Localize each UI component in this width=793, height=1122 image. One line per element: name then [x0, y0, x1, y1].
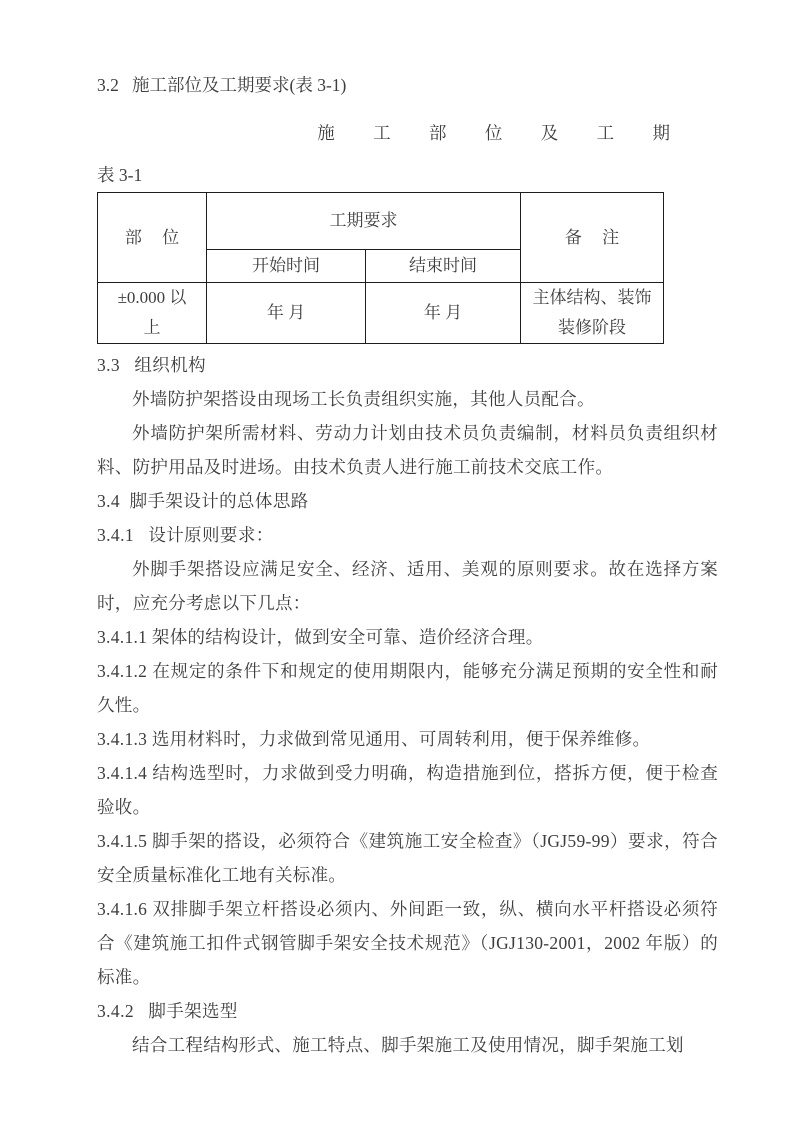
- cell-part-value-line2: 上: [143, 318, 161, 337]
- table-row: [98, 283, 664, 344]
- table-title-text: 施 工 部 位 及 工 期: [317, 123, 687, 143]
- cell-remark-line1: 主体结构、装饰: [532, 288, 652, 307]
- section-3-4: [97, 484, 718, 1062]
- cell-part-value: [98, 283, 207, 344]
- section-3-3-paragraph-2: 外墙防护架所需材料、劳动力计划由技术员负责编制，材料员负责组织材料、防护用品及时进场。由技术负责人进行施工前技术交底工作。: [97, 423, 718, 477]
- cell-remark-value: [521, 283, 664, 344]
- cell-part-value-line1: ±0.000 以: [117, 288, 187, 307]
- section-3-4-1-heading: 3.4.1 设计原则要求：: [97, 525, 274, 545]
- cell-end-value-text: 年 月: [423, 303, 463, 322]
- section-3-3-heading: 3.3 组织机构: [97, 355, 206, 375]
- header-cell-duration: [207, 193, 521, 250]
- clause-3-4-1-4: 3.4.1.4 结构选型时，力求做到受力明确，构造措施到位，搭拆方便，便于检查验收。: [97, 763, 718, 817]
- header-cell-end-time: [366, 250, 521, 283]
- clause-3-4-1-5: 3.4.1.5 脚手架的搭设，必须符合《建筑施工安全检查》（JGJ59-99）要求，符合安全质量标准化工地有关标准。: [97, 831, 718, 885]
- header-start-time-label: 开始时间: [252, 256, 320, 275]
- cell-start-value-text: 年 月: [266, 303, 306, 322]
- cell-remark-line2: 装修阶段: [558, 318, 626, 337]
- section-3-4-heading: 3.4 脚手架设计的总体思路: [97, 491, 309, 511]
- construction-schedule-table: [97, 192, 664, 344]
- cell-end-value: [366, 283, 521, 344]
- header-part-label: 部 位: [124, 227, 188, 247]
- clause-3-4-1-1: 3.4.1.1 架体的结构设计，做到安全可靠、造价经济合理。: [97, 627, 544, 647]
- table-number: 表 3-1: [97, 165, 143, 185]
- clause-3-4-1-3: 3.4.1.3 选用材料时，力求做到常见通用、可周转利用，便于保养维修。: [97, 729, 651, 749]
- cell-start-value: [207, 283, 366, 344]
- header-end-time-label: 结束时间: [409, 256, 477, 275]
- clause-3-4-1-6: 3.4.1.6 双排脚手架立杆搭设必须内、外间距一致，纵、横向水平杆搭设必须符合《建筑施工扣件式钢管脚手架安全技术规范》（JGJ130-2001，2002 年版）的标准。: [97, 899, 718, 987]
- header-cell-part: [98, 193, 207, 283]
- header-cell-start-time: [207, 250, 366, 283]
- section-3-2-heading: 3.2 施工部位及工期要求(表 3-1): [97, 75, 347, 95]
- clause-3-4-1-2: 3.4.1.2 在规定的条件下和规定的使用期限内，能够充分满足预期的安全性和耐久性。: [97, 661, 718, 715]
- section-3-3-paragraph-1: 外墙防护架搭设由现场工长负责组织实施，其他人员配合。: [132, 389, 595, 409]
- table-header-row-1: [98, 193, 664, 250]
- header-duration-label: 工期要求: [329, 211, 398, 230]
- section-3-4-1-paragraph: 外脚手架搭设应满足安全、经济、适用、美观的原则要求。故在选择方案时，应充分考虑以下几点：: [97, 559, 718, 613]
- section-3-4-2-heading: 3.4.2 脚手架选型: [97, 1001, 238, 1021]
- section-3-4-2-paragraph: 结合工程结构形式、施工特点、脚手架施工及使用情况，脚手架施工划: [132, 1035, 684, 1055]
- section-3-3: [97, 348, 718, 484]
- header-cell-remarks: [521, 193, 664, 283]
- table-title: [97, 118, 718, 148]
- header-remarks-label: 备 注: [564, 227, 628, 247]
